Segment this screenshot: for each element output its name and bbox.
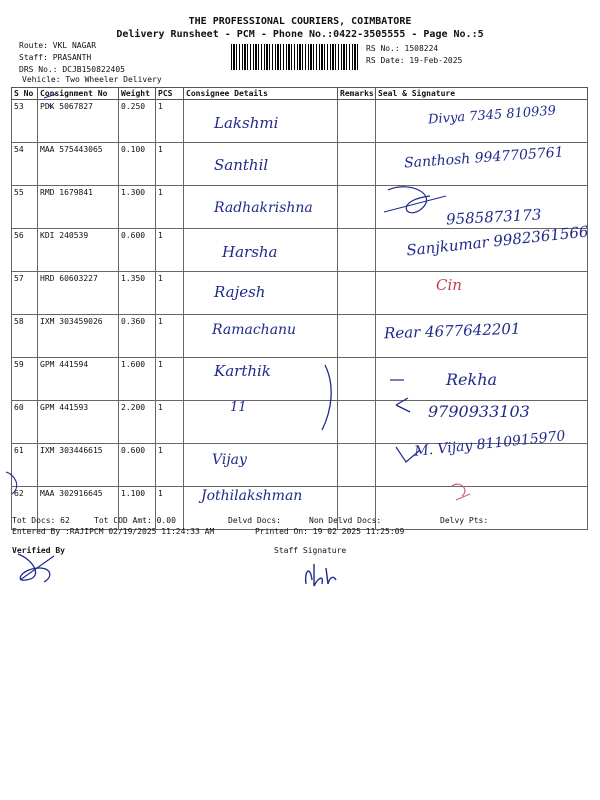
verified-by-label: Verified By [12,546,65,555]
handwritten-consignee: 11 [230,400,247,415]
cell-sno: 61 [12,444,38,487]
runsheet-subtitle: Delivery Runsheet - PCM - Phone No.:0422-3505555 - Page No.:5 [116,29,484,40]
total-docs: Tot Docs: 62 [12,516,70,525]
col-header-remarks: Remarks [338,88,376,100]
handwritten-seal: 9585873173 [445,205,542,229]
handwritten-seal: M. Vijay 8110915970 [413,428,567,460]
handwritten-seal: 9790933103 [428,402,530,421]
rs-number: RS No.: 1508224 [366,44,439,53]
total-cod: Tot COD Amt: 0.00 [94,516,176,525]
cell-consignment: GPM 441594 [38,358,119,401]
cell-pcs: 1 [156,401,184,444]
printed-on: Printed On: 19 02 2025 11:25:09 [255,527,405,536]
staff-label: Staff: PRASANTH [19,53,92,62]
cell-sno: 57 [12,272,38,315]
delivery-points: Delvy Pts: [440,516,489,525]
cell-weight: 0.600 [119,444,156,487]
cell-sno: 62 [12,487,38,530]
cell-weight: 1.600 [119,358,156,401]
cell-weight: 2.200 [119,401,156,444]
cell-consignment: GPM 441593 [38,401,119,444]
cell-pcs: 1 [156,487,184,530]
cell-pcs: 1 [156,315,184,358]
cell-pcs: 1 [156,444,184,487]
cell-sno: 56 [12,229,38,272]
cell-weight: 0.360 [119,315,156,358]
handwritten-seal: Divya 7345 810939 [427,103,557,128]
cell-consignment: RMD 1679841 [38,186,119,229]
handwritten-consignee: Lakshmi [214,114,279,132]
delivered-docs: Delvd Docs: [228,516,281,525]
cell-consignment: MAA 302916645 [38,487,119,530]
cell-weight: 0.250 [119,100,156,143]
cell-pcs: 1 [156,186,184,229]
cell-consignment: IXM 303446615 [38,444,119,487]
cell-sno: 59 [12,358,38,401]
staff-signature [300,558,340,592]
cell-sno: 54 [12,143,38,186]
handwritten-consignee: Rajesh [214,283,266,301]
handwritten-consignee: Vijay [212,452,247,468]
cell-weight: 1.100 [119,487,156,530]
rs-date: RS Date: 19-Feb-2025 [366,56,463,65]
cell-consignment: IXM 303459026 [38,315,119,358]
handwritten-consignee: Karthik [214,362,271,380]
cell-pcs: 1 [156,272,184,315]
handwritten-consignee: Ramachanu [212,322,297,338]
col-header-seal: Seal & Signature [376,88,588,100]
handwritten-seal: Sanjkumar 9982361566 [405,222,590,260]
drs-number: DRS No.: DCJB150822405 [19,65,125,74]
handwritten-seal: Santhosh 9947705761 [403,144,565,172]
cell-weight: 0.100 [119,143,156,186]
col-header-pcs: PCS [156,88,184,100]
cell-pcs: 1 [156,143,184,186]
handwritten-consignee: Radhakrishna [214,200,313,216]
cell-sno: 58 [12,315,38,358]
handwritten-seal: Rear 4677642201 [383,319,521,343]
col-header-sno: S No [12,88,38,100]
cell-weight: 0.600 [119,229,156,272]
handwritten-consignee: Harsha [222,243,278,261]
company-title: THE PROFESSIONAL COURIERS, COIMBATORE [188,16,412,27]
handwritten-consignee: Santhil [214,156,269,174]
cell-pcs: 1 [156,358,184,401]
verifier-signature [14,550,64,590]
cell-consignment: PDK 5067827 [38,100,119,143]
vehicle-label: Vehicle: Two Wheeler Delivery [22,75,162,84]
route-label: Route: VKL NAGAR [19,41,97,50]
staff-signature-label: Staff Signature [274,546,347,555]
cell-sno: 55 [12,186,38,229]
cell-sno: 60 [12,401,38,444]
cell-consignment: MAA 575443065 [38,143,119,186]
cell-pcs: 1 [156,229,184,272]
col-header-consignment: Consignment No [38,88,119,100]
handwritten-consignee: Jothilakshman [201,488,303,504]
cell-weight: 1.350 [119,272,156,315]
cell-pcs: 1 [156,100,184,143]
col-header-weight: Weight [119,88,156,100]
cell-sno: 53 [12,100,38,143]
col-header-consignee: Consignee Details [184,88,338,100]
cell-consignment: HRD 60603227 [38,272,119,315]
entered-by: Entered By :RAJIPCM 02/19/2025 11:24:33 AM [12,527,215,536]
handwritten-seal: Rekha [446,370,498,389]
non-delivered-docs: Non Delvd Docs: [309,516,382,525]
cell-weight: 1.300 [119,186,156,229]
cell-consignment: KDI 240539 [38,229,119,272]
handwritten-seal: Cin [436,276,462,294]
